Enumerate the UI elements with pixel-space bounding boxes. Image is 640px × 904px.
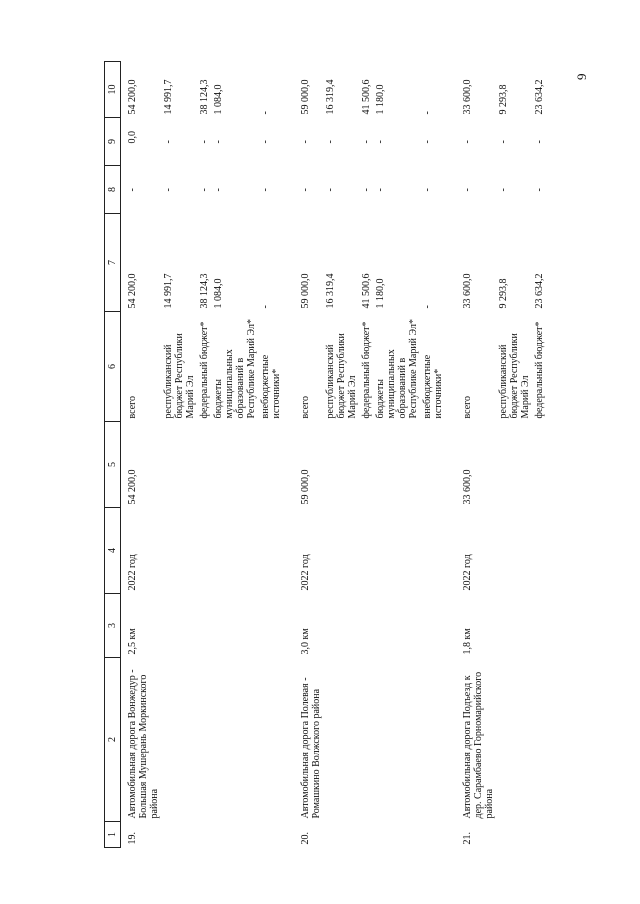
column-header: 9	[105, 118, 121, 166]
source-row	[495, 62, 531, 848]
funding-source: республиканский бюджет Республики Марий Эл	[325, 333, 358, 419]
amount-col10: 33 600,0	[462, 79, 473, 115]
empty-cell	[495, 508, 531, 594]
empty-cell	[322, 594, 358, 658]
empty-cell	[358, 822, 372, 848]
empty-cell	[160, 822, 196, 848]
empty-cell	[160, 422, 196, 508]
empty-cell	[196, 508, 210, 594]
empty-cell	[196, 658, 210, 822]
column-header: 7	[105, 214, 121, 312]
empty-cell	[372, 822, 419, 848]
amount-col9: -	[213, 140, 224, 144]
source-row	[358, 62, 372, 848]
completion-year: 2022 год	[127, 554, 138, 591]
table-body	[121, 62, 546, 848]
empty-cell	[358, 594, 372, 658]
empty-cell	[495, 422, 531, 508]
amount-col10: -	[422, 111, 433, 115]
empty-cell	[322, 822, 358, 848]
row-spacer	[444, 62, 456, 848]
empty-cell	[322, 508, 358, 594]
column-header: 1	[105, 822, 121, 848]
empty-cell	[322, 422, 358, 508]
column-header: 5	[105, 422, 121, 508]
empty-cell	[531, 594, 545, 658]
empty-cell	[372, 422, 419, 508]
empty-cell	[210, 658, 257, 822]
source-row	[196, 62, 210, 848]
column-header: 4	[105, 508, 121, 594]
empty-cell	[210, 422, 257, 508]
amount-col8: -	[422, 188, 433, 192]
empty-cell	[196, 422, 210, 508]
amount-col9: -	[260, 140, 271, 144]
amount-col8: -	[462, 188, 473, 192]
amount-col10: 23 634,2	[534, 79, 545, 115]
amount-col9: -	[422, 140, 433, 144]
column-number-header	[105, 62, 121, 848]
amount-col10: 41 500,6	[361, 79, 372, 115]
amount-col7: 9 293,8	[498, 278, 509, 309]
amount-col7: 14 991,7	[163, 273, 174, 309]
funding-source: внебюджетные источники*	[422, 354, 444, 419]
amount-col10: 59 000,0	[300, 79, 311, 115]
row-spacer	[282, 62, 294, 848]
amount-col7: 59 000,0	[300, 273, 311, 309]
empty-cell	[531, 822, 545, 848]
funding-source: бюджеты муниципальных образований в Республике Марий Эл*	[375, 319, 419, 419]
column-header: 10	[105, 62, 121, 118]
amount-col8: -	[127, 188, 138, 192]
empty-cell	[495, 822, 531, 848]
source-row	[419, 62, 444, 848]
empty-cell	[160, 594, 196, 658]
empty-cell	[419, 658, 444, 822]
amount-col9: -	[361, 140, 372, 144]
source-row	[372, 62, 419, 848]
road-name: Автомобильная дорога Полевая - Ромашкино Волжского района	[300, 677, 322, 819]
amount-col7: 33 600,0	[462, 273, 473, 309]
column-header: 3	[105, 594, 121, 658]
road-name: Автомобильная дорога Подъезд к дер. Сарамбаево Горномарийского района	[462, 671, 495, 819]
amount-col10: -	[260, 111, 271, 115]
amount-col8: -	[361, 188, 372, 192]
amount-col7: -	[422, 305, 433, 309]
empty-cell	[372, 658, 419, 822]
funding-source: федеральный бюджет*	[534, 321, 545, 419]
road-row	[294, 62, 322, 848]
amount-col9: -	[375, 140, 386, 144]
amount-col9: -	[534, 140, 545, 144]
amount-col9: -	[163, 140, 174, 144]
road-length: 2,5 км	[127, 628, 138, 655]
amount-col9: -	[199, 140, 210, 144]
amount-col10: 54 200,0	[127, 79, 138, 115]
empty-cell	[358, 508, 372, 594]
empty-cell	[322, 658, 358, 822]
amount-col8: -	[300, 188, 311, 192]
empty-cell	[419, 822, 444, 848]
empty-cell	[196, 822, 210, 848]
spacer-cell	[444, 62, 456, 848]
amount-col10: 14 991,7	[163, 79, 174, 115]
amount-col10: 16 319,4	[325, 79, 336, 115]
empty-cell	[495, 658, 531, 822]
source-row	[322, 62, 358, 848]
amount-col10: 9 293,8	[498, 84, 509, 115]
amount-col7: 41 500,6	[361, 273, 372, 309]
empty-cell	[495, 594, 531, 658]
amount-col10: 1 084,0	[213, 84, 224, 115]
empty-cell	[372, 508, 419, 594]
amount-col8: -	[534, 188, 545, 192]
row-number: 19.	[127, 832, 138, 845]
amount-col8: -	[325, 188, 336, 192]
amount-col7: -	[260, 305, 271, 309]
amount-col8: -	[199, 188, 210, 192]
empty-cell	[358, 658, 372, 822]
column-header: 2	[105, 658, 121, 822]
total-cost: 33 600,0	[462, 469, 473, 505]
spacer-cell	[282, 62, 294, 848]
amount-col7: 1 180,0	[375, 278, 386, 309]
total-cost: 59 000,0	[300, 469, 311, 505]
amount-col10: 38 124,3	[199, 79, 210, 115]
amount-col8: -	[163, 188, 174, 192]
row-number: 21.	[462, 832, 473, 845]
empty-cell	[257, 594, 282, 658]
total-cost: 54 200,0	[127, 469, 138, 505]
empty-cell	[358, 422, 372, 508]
source-row	[160, 62, 196, 848]
page-number: 9	[574, 73, 589, 80]
amount-col7: 38 124,3	[199, 273, 210, 309]
funding-source: всего	[127, 395, 138, 419]
empty-cell	[257, 422, 282, 508]
amount-col7: 23 634,2	[534, 273, 545, 309]
amount-col7: 1 084,0	[213, 278, 224, 309]
empty-cell	[531, 658, 545, 822]
empty-cell	[372, 594, 419, 658]
funding-source: бюджеты муниципальных образований в Республике Марий Эл*	[213, 319, 257, 419]
amount-col8: -	[260, 188, 271, 192]
funding-source: всего	[462, 395, 473, 419]
empty-cell	[419, 508, 444, 594]
completion-year: 2022 год	[300, 554, 311, 591]
column-header: 6	[105, 312, 121, 422]
completion-year: 2022 год	[462, 554, 473, 591]
empty-cell	[210, 508, 257, 594]
amount-col9: -	[325, 140, 336, 144]
amount-col8: -	[213, 188, 224, 192]
amount-col9: -	[462, 140, 473, 144]
funding-source: республиканский бюджет Республики Марий Эл	[498, 333, 531, 419]
empty-cell	[257, 508, 282, 594]
road-length: 3,0 км	[300, 628, 311, 655]
funding-source: всего	[300, 395, 311, 419]
road-name: Автомобильная дорога Вонжедур - Большая Мушерань Моркинского района	[127, 669, 160, 819]
road-row	[121, 62, 161, 848]
rotated-table-container	[104, 62, 545, 848]
funding-source: федеральный бюджет*	[361, 321, 372, 419]
empty-cell	[210, 594, 257, 658]
empty-cell	[257, 658, 282, 822]
empty-cell	[196, 594, 210, 658]
amount-col10: 1 180,0	[375, 84, 386, 115]
road-row	[456, 62, 495, 848]
source-row	[531, 62, 545, 848]
source-row	[257, 62, 282, 848]
financing-table	[104, 61, 545, 848]
amount-col8: -	[375, 188, 386, 192]
empty-cell	[419, 594, 444, 658]
empty-cell	[257, 822, 282, 848]
amount-col8: -	[498, 188, 509, 192]
funding-source: федеральный бюджет*	[199, 321, 210, 419]
road-length: 1,8 км	[462, 628, 473, 655]
row-number: 20.	[300, 832, 311, 845]
funding-source: республиканский бюджет Республики Марий Эл	[163, 333, 196, 419]
funding-source: внебюджетные источники*	[260, 354, 282, 419]
empty-cell	[531, 508, 545, 594]
empty-cell	[419, 422, 444, 508]
amount-col9: 0,0	[127, 131, 138, 144]
empty-cell	[210, 822, 257, 848]
amount-col9: -	[300, 140, 311, 144]
empty-cell	[160, 508, 196, 594]
amount-col9: -	[498, 140, 509, 144]
amount-col7: 54 200,0	[127, 273, 138, 309]
empty-cell	[531, 422, 545, 508]
source-row	[210, 62, 257, 848]
column-header: 8	[105, 166, 121, 214]
amount-col7: 16 319,4	[325, 273, 336, 309]
empty-cell	[160, 658, 196, 822]
